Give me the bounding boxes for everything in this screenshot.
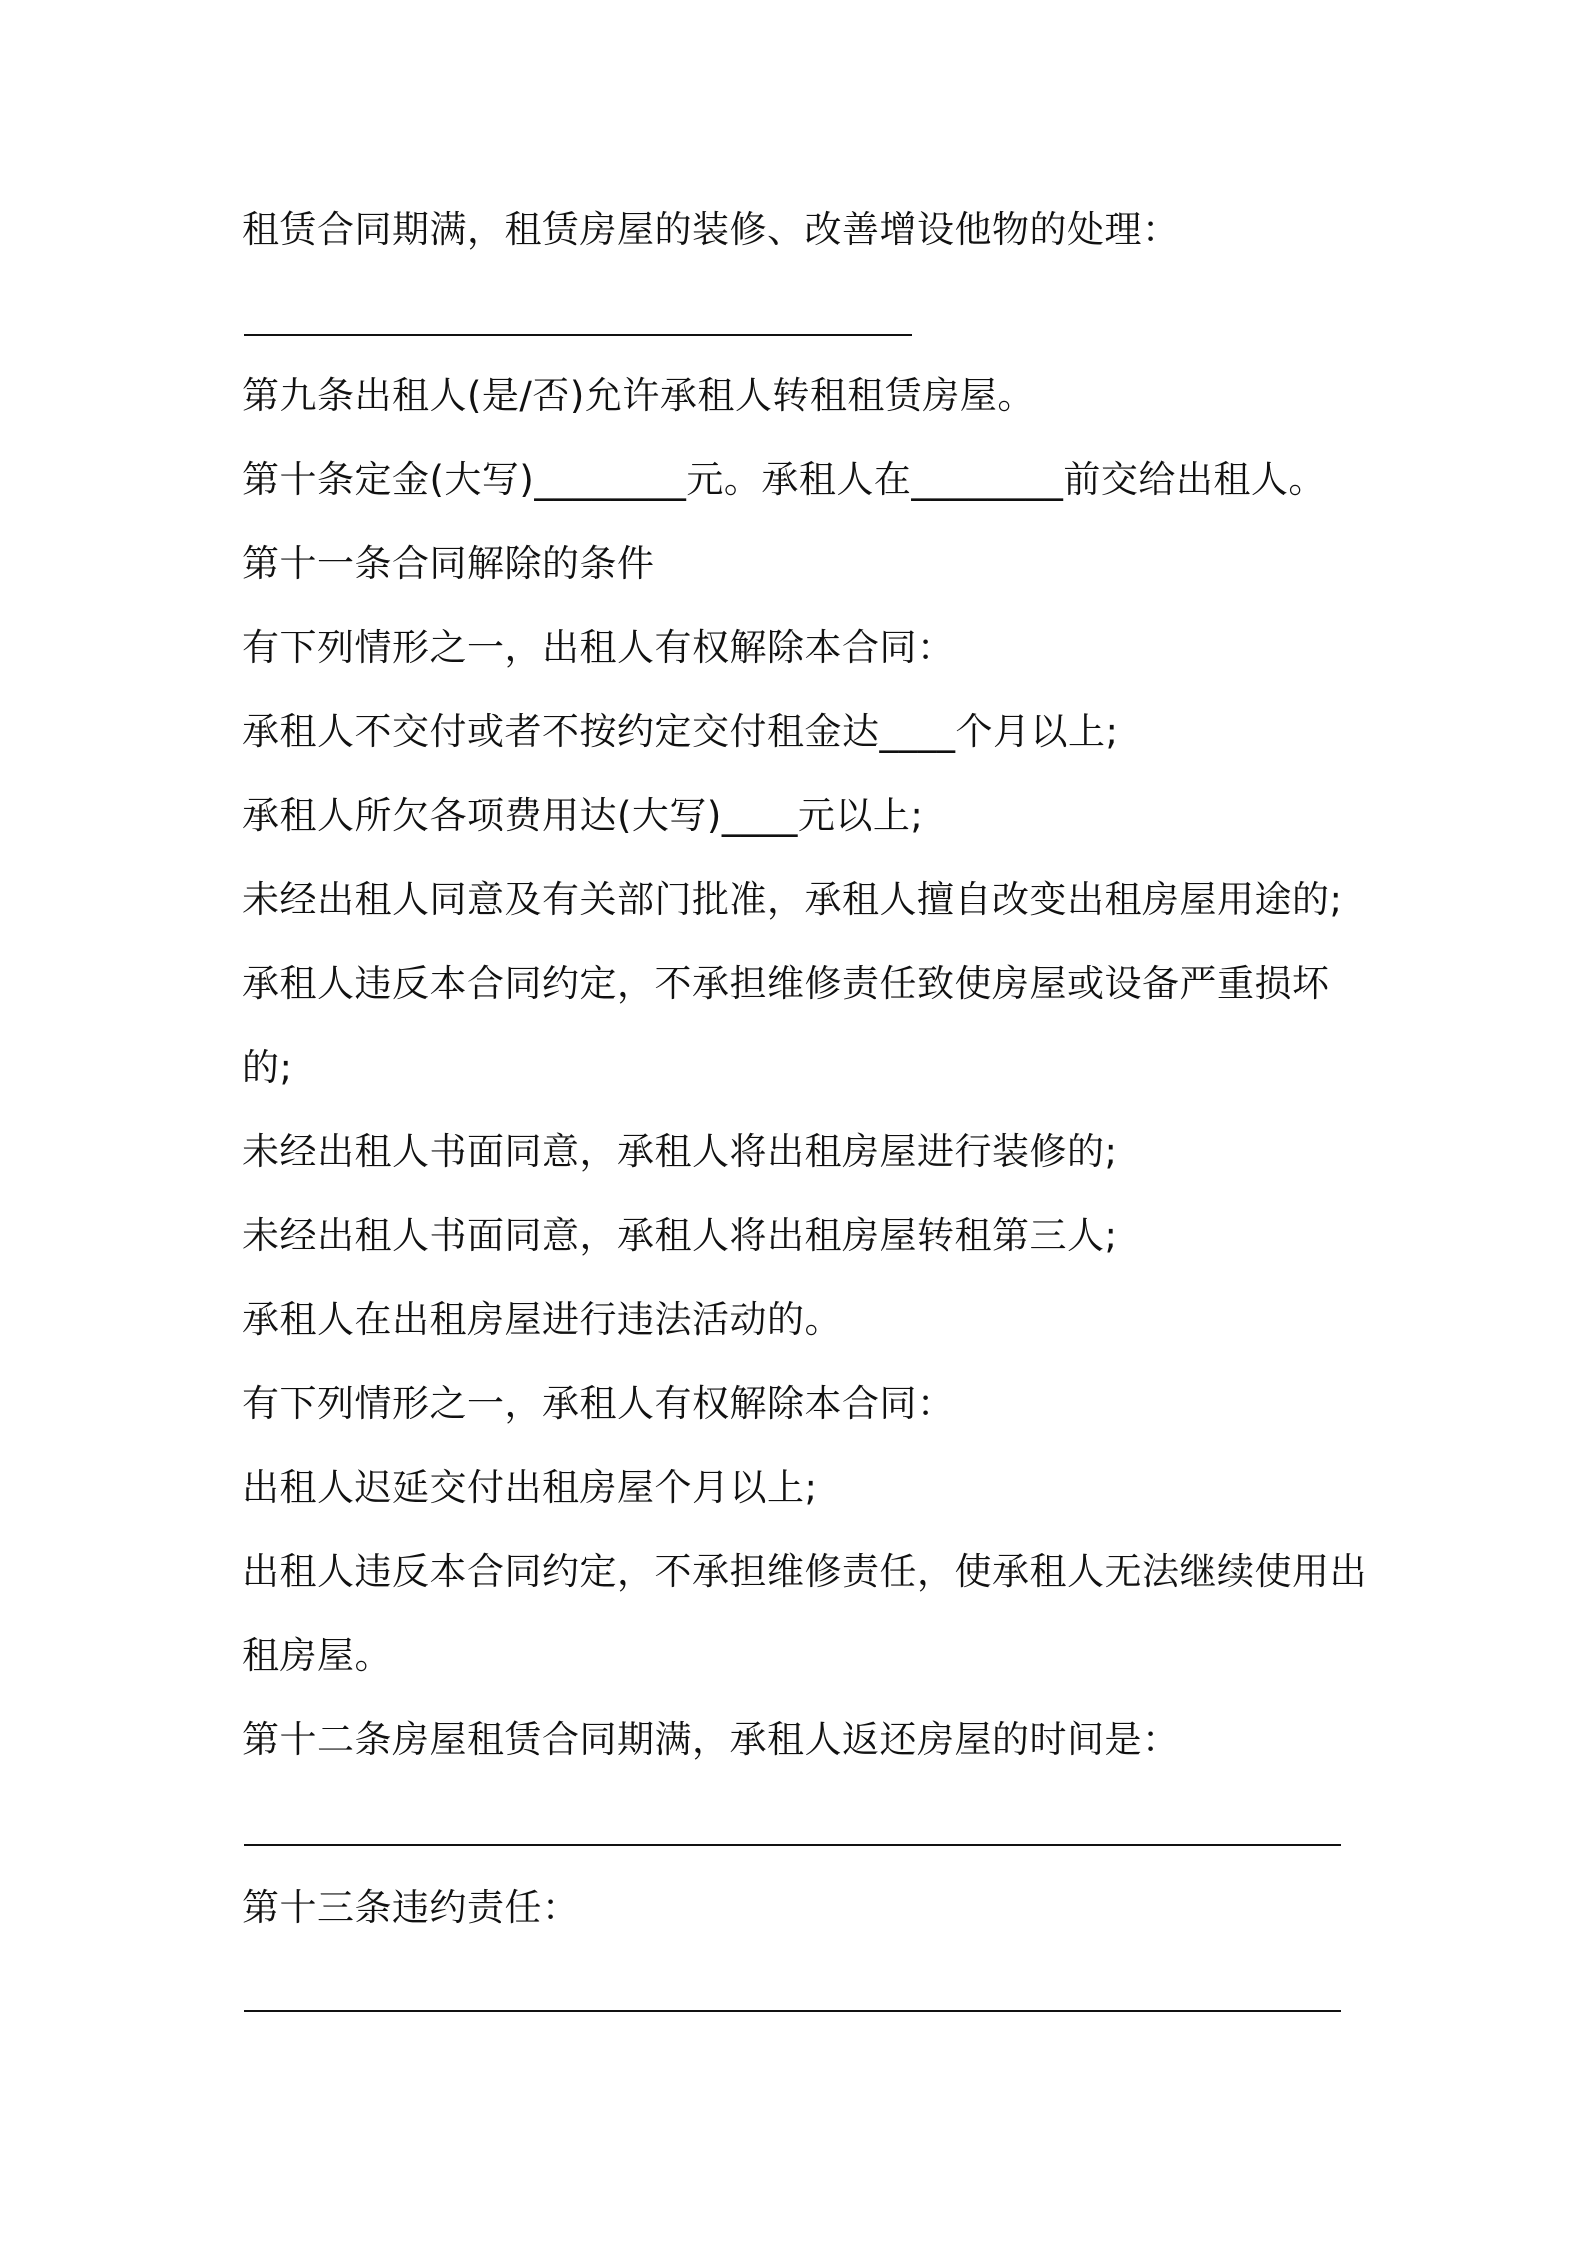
- list-item: 出租人违反本合同约定，不承担维修责任，使承租人无法继续使用出: [242, 1550, 1367, 1593]
- text-line-handling-of-decoration: 租赁合同期满，租赁房屋的装修、改善增设他物的处理：: [242, 208, 1180, 251]
- list-item: 出租人迟延交付出租房屋个月以上;: [242, 1466, 818, 1509]
- blank-fill-line: [244, 334, 912, 336]
- list-item: 承租人违反本合同约定，不承担维修责任致使房屋或设备严重损坏: [242, 962, 1330, 1005]
- text-line-lessee-termination: 有下列情形之一，承租人有权解除本合同：: [242, 1382, 955, 1425]
- list-item: 承租人不交付或者不按约定交付租金达____个月以上;: [242, 710, 1119, 753]
- list-item: 未经出租人书面同意，承租人将出租房屋进行装修的;: [242, 1130, 1118, 1173]
- list-item: 未经出租人书面同意，承租人将出租房屋转租第三人;: [242, 1214, 1118, 1257]
- article-9: 第九条出租人(是/否)允许承租人转租租赁房屋。: [242, 374, 1035, 417]
- list-item-continuation: 的;: [242, 1046, 293, 1089]
- list-item-continuation: 租房屋。: [242, 1634, 392, 1677]
- document-page: [242, 0, 1367, 2244]
- article-12: 第十二条房屋租赁合同期满，承租人返还房屋的时间是：: [242, 1718, 1180, 1761]
- article-11-heading: 第十一条合同解除的条件: [242, 542, 655, 585]
- blank-fill-line: [244, 1844, 1341, 1846]
- article-13: 第十三条违约责任：: [242, 1886, 580, 1929]
- text-line-lessor-termination: 有下列情形之一，出租人有权解除本合同：: [242, 626, 955, 669]
- article-10: 第十条定金(大写)________元。承租人在________前交给出租人。: [242, 458, 1326, 501]
- blank-fill-line: [244, 2010, 1341, 2012]
- list-item: 承租人在出租房屋进行违法活动的。: [242, 1298, 842, 1341]
- list-item: 承租人所欠各项费用达(大写)____元以上;: [242, 794, 924, 837]
- list-item: 未经出租人同意及有关部门批准，承租人擅自改变出租房屋用途的;: [242, 878, 1343, 921]
